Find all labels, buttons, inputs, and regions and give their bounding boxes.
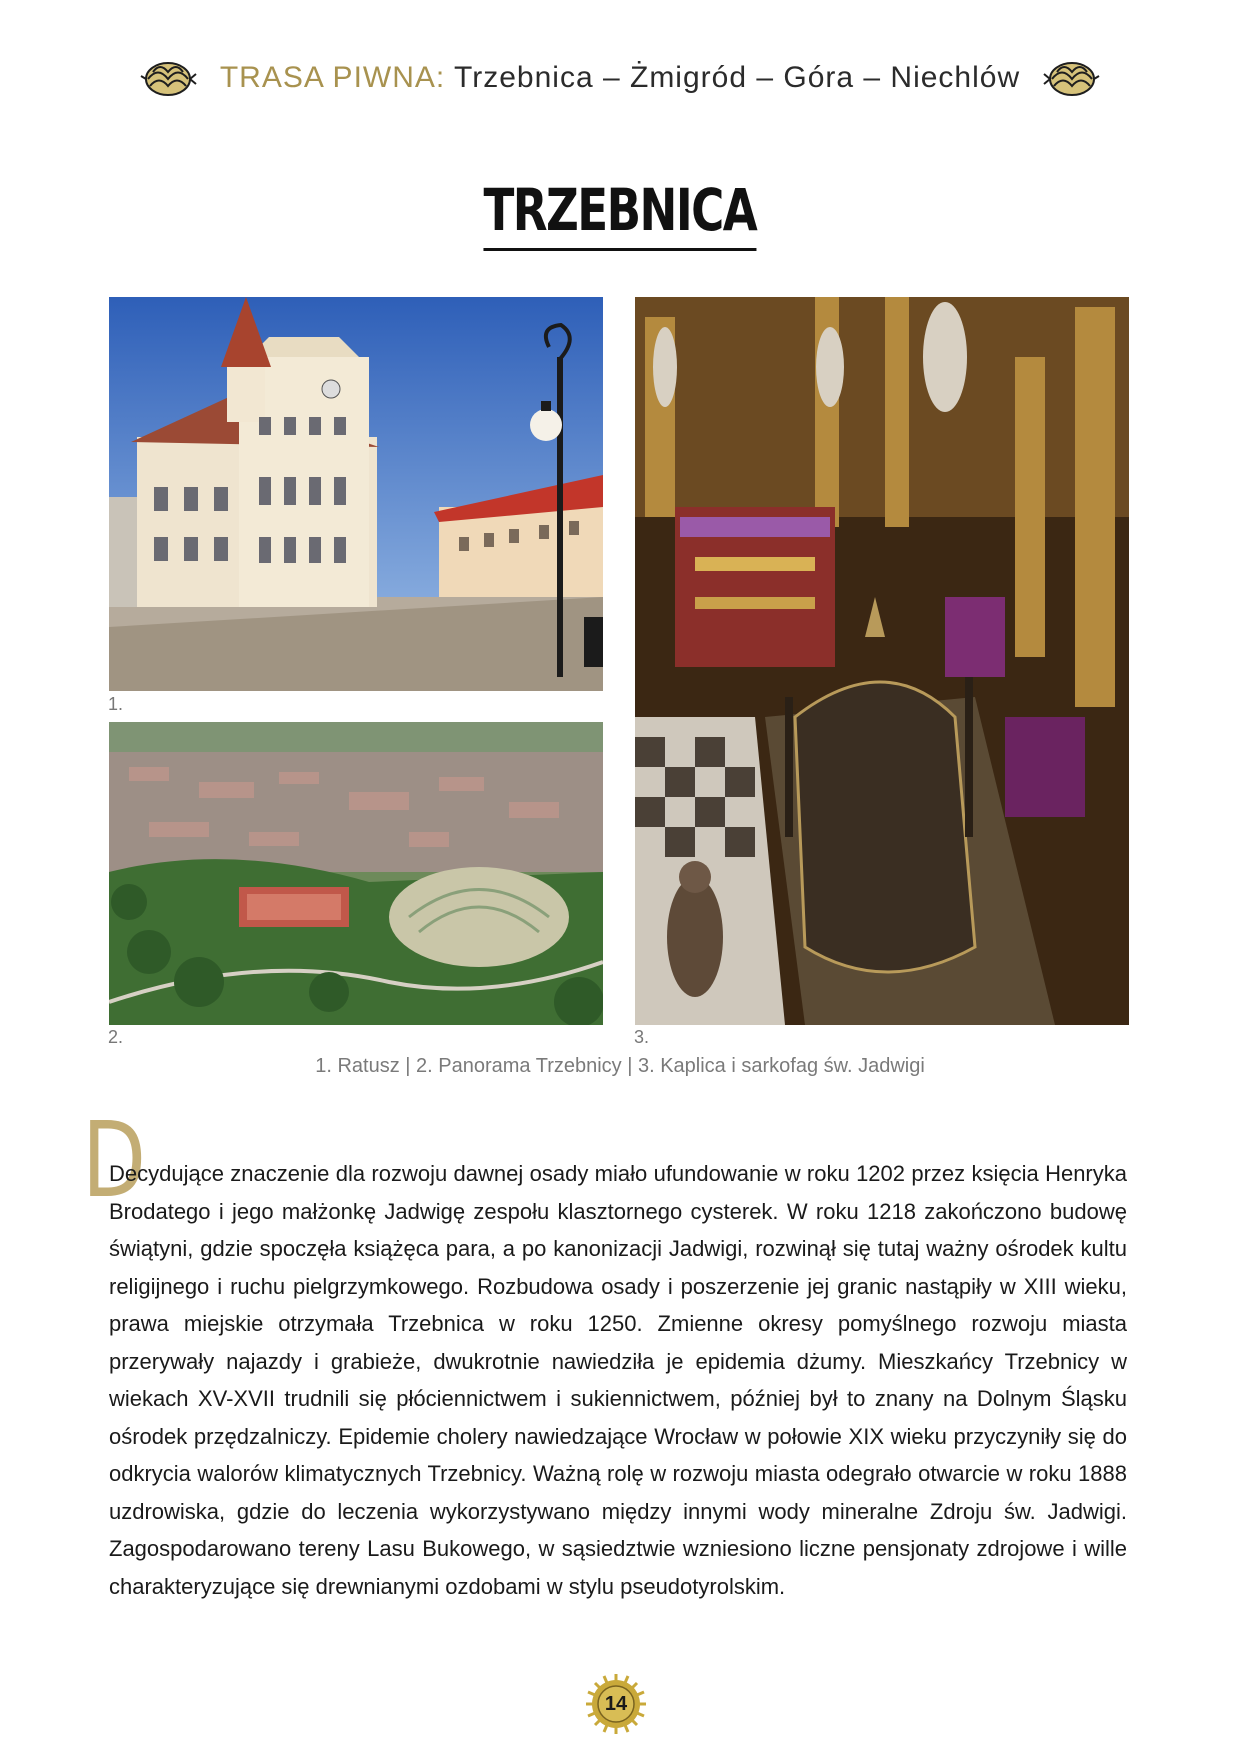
- page-number: 14: [604, 1692, 628, 1715]
- photo-number-2: 2.: [108, 1027, 124, 1047]
- panorama-image: [109, 722, 603, 1025]
- hop-cone-icon: [1042, 48, 1102, 108]
- running-header: [0, 46, 1240, 110]
- chapel-image: [635, 297, 1129, 1025]
- page-number-badge: [584, 1672, 648, 1736]
- header-title: [220, 61, 1020, 95]
- photo-caption: 1. Ratusz | 2. Panorama Trzebnicy | 3. Kaplica i sarkofag św. Jadwigi: [315, 1055, 925, 1077]
- drop-cap: D: [82, 1099, 147, 1221]
- photo-number-1: 1.: [108, 694, 124, 714]
- article-body: Decydujące znaczenie dla rozwoju dawnej osady miało ufundowanie w roku 1202 przez księcia Henryka Brodatego i jego małżonkę Jadwigę zespołu klasztornego cysterek. W roku 1218 zakończono budowę świątyni, gdzie spoczęła książęca para, a po kanonizacji Jadwigi, rozwinął się tutaj ważny ośrodek kultu religijnego i ruchu pielgrzymkowego. Rozbudowa osady i poszerzenie jej granic nastąpiły w XIII wieku, prawa miejskie otrzymała Trzebnica w roku 1250. Zmienne okresy pomyślnego rozwoju miasta przerywały najazdy i grabieże, dwukrotnie nawiedziła je epidemia dżumy. Mieszkańcy Trzebnicy w wiekach XV-XVII trudnili się płóciennictwem i sukiennictwem, później był to znany na Dolnym Śląsku ośrodek przędzalniczy. Epidemie cholery nawiedzające Wrocław w połowie XIX wieku przyczyniły się do odkrycia walorów klimatycznych Trzebnicy. Ważną rolę w rozwoju miasta odegrało otwarcie w roku 1888 uzdrowiska, gdzie do leczenia wykorzystywano między innymi wody mineralne Zdroju św. Jadwigi. Zagospodarowano tereny Lasu Bukowego, w sąsiedztwie wzniesiono liczne pensjonaty zdrojowe i wille charakteryzujące się drewnianymi ozdobami w stylu pseudotyrolskim.: [109, 1161, 1127, 1599]
- header-route: Trzebnica – Żmigród – Góra – Niechlów: [454, 61, 1021, 94]
- page-title-text: TRZEBNICA: [484, 176, 757, 251]
- header-label: TRASA PIWNA:: [219, 61, 446, 94]
- photo-panorama: [109, 722, 603, 1025]
- photo-town-hall: [109, 297, 603, 691]
- photo-number-3: 3.: [634, 1027, 650, 1047]
- town-hall-image: [109, 297, 603, 691]
- page-title: [0, 176, 1240, 251]
- hop-cone-icon: [138, 48, 198, 108]
- photo-chapel: [635, 297, 1129, 1025]
